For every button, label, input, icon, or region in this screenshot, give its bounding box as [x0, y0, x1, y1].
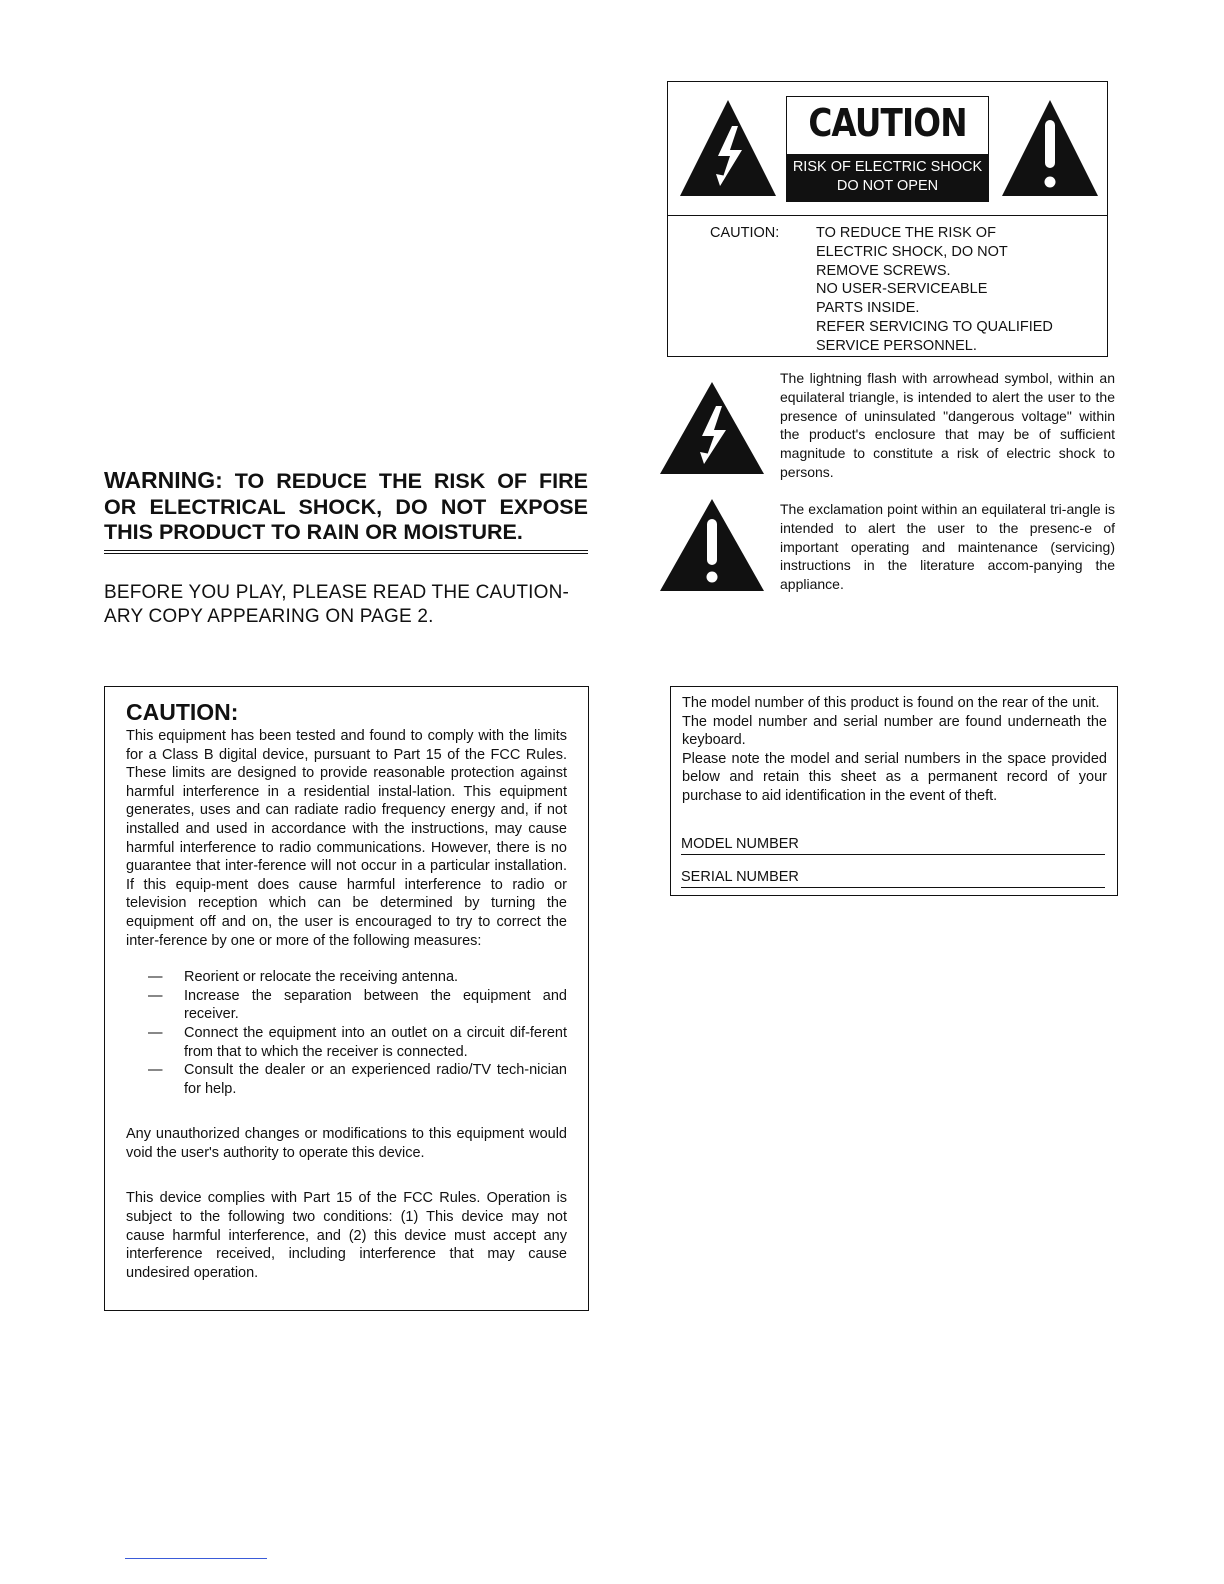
caution-plate-line1: RISK OF ELECTRIC SHOCK [792, 159, 983, 175]
warning-line3: THIS PRODUCT TO RAIN OR MOISTURE. [104, 520, 523, 544]
lightning-warning-icon [676, 96, 780, 200]
list-item [126, 1061, 567, 1098]
measure-text: Consult the dealer or an experienced radio/TV tech-nician for help. [184, 1062, 567, 1097]
caution-line: REMOVE SCREWS. [816, 262, 951, 279]
model-box-content [682, 694, 1107, 806]
before-play-line2: ARY COPY APPEARING ON PAGE 2. [104, 606, 434, 627]
record-note: Please note the model and serial numbers in the space provided below and retain this sheet as a permanent record of your purchase to aid identification in the event of theft. [682, 750, 1107, 804]
caution-plate-line2: DO NOT OPEN [836, 178, 939, 194]
fcc-compliance: This device complies with Part 15 of the FCC Rules. Operation is subject to the following two conditions: (1) This device may not cause harmful interference, and (2) this device must accept any interference received, including interference that may cause undesired operation. [126, 1190, 567, 1281]
caution-line: ELECTRIC SHOCK, DO NOT [816, 243, 1008, 260]
exclamation-symbol-icon [658, 497, 766, 593]
dash-bullet: — [148, 969, 163, 986]
caution-plate [786, 96, 989, 202]
list-item [126, 1024, 567, 1061]
serial-number-field[interactable] [681, 868, 1105, 888]
warning-text1: TO REDUCE THE RISK OF FIRE [234, 469, 588, 493]
fcc-caution-box [104, 686, 589, 1311]
exclamation-warning-icon [998, 96, 1102, 200]
caution-line: NO USER-SERVICEABLE [816, 281, 988, 298]
exclamation-symbol-description: The exclamation point within an equilateral tri-angle is intended to alert the user to the presenc-e of important operating and maintenance (servicing) instructions in the literature accom-panying the appliance. [780, 501, 1115, 593]
caution-plate-title: CAUTION [808, 101, 967, 145]
caution-line: TO REDUCE THE RISK OF [816, 225, 996, 241]
caution-lines [816, 224, 1053, 356]
list-item [126, 968, 567, 987]
warning-line1 [104, 468, 588, 495]
fcc-measures-list [126, 968, 567, 1098]
warning-line2: OR ELECTRICAL SHOCK, DO NOT EXPOSE [104, 494, 588, 519]
model-number-field[interactable] [681, 835, 1105, 855]
lightning-symbol-icon [658, 380, 766, 476]
caution-line: REFER SERVICING TO QUALIFIED [816, 318, 1053, 335]
measure-text: Increase the separation between the equipment and receiver. [184, 987, 567, 1023]
caution-label-box [667, 81, 1108, 357]
dash-bullet: — [148, 1062, 163, 1079]
list-item [126, 987, 567, 1024]
rain-moisture-warning [104, 468, 588, 546]
model-location-note: The model number of this product is found on the rear of the unit. [682, 695, 1100, 711]
model-number-label: MODEL NUMBER [681, 836, 799, 852]
before-you-play-notice [104, 581, 584, 629]
fcc-heading: CAUTION: [126, 699, 239, 725]
caution-plate-subtitle [787, 154, 988, 201]
footer-rule [125, 1558, 267, 1559]
caution-prefix: CAUTION: [710, 225, 780, 241]
measure-text: Reorient or relocate the receiving antenna. [184, 969, 459, 986]
serial-location-note: The model number and serial number are found underneath the keyboard. [682, 713, 1107, 749]
warning-divider [104, 550, 588, 554]
caution-label-top [668, 82, 1107, 216]
fcc-intro: This equipment has been tested and found to comply with the limits for a Class B digital device, pursuant to Part 15 of the FCC Rules. These limits are designed to provide reasonable protection against harmful interference in a residential instal-lation. This equipment generates, uses and can radiate radio frequency energy and, if not installed and used in accordance with the instructions, may cause harmful interference to radio communications. However, there is no guarantee that inter-ference will not occur in a particular installation. If this equip-ment does cause harmful interference to radio or television reception which can be determined by turning the equipment off and on, the user is encouraged to try to correct the inter-ference by one or more of the following measures: [126, 728, 567, 949]
serial-number-label: SERIAL NUMBER [681, 869, 799, 885]
lightning-symbol-description: The lightning flash with arrowhead symbol, within an equilateral triangle, is intended to alert the user to the presence of uninsulated "dangerous voltage" within the product's enclosure that may be of sufficient magnitude to constitute a risk of electric shock to persons. [780, 370, 1115, 480]
model-number-box [670, 686, 1118, 896]
fcc-caution-content [126, 699, 567, 1282]
dash-bullet: — [148, 987, 163, 1004]
before-play-line1: BEFORE YOU PLAY, PLEASE READ THE CAUTION- [104, 582, 570, 603]
measure-text: Connect the equipment into an outlet on a circuit dif-ferent from that to which the receiver is connected. [184, 1024, 567, 1060]
warning-label: WARNING: [104, 467, 223, 493]
fcc-modifications: Any unauthorized changes or modifications to this equipment would void the user's authority to operate this device. [126, 1126, 567, 1161]
dash-bullet: — [148, 1024, 163, 1041]
caution-line: SERVICE PERSONNEL. [816, 337, 977, 354]
caution-line: PARTS INSIDE. [816, 300, 920, 317]
